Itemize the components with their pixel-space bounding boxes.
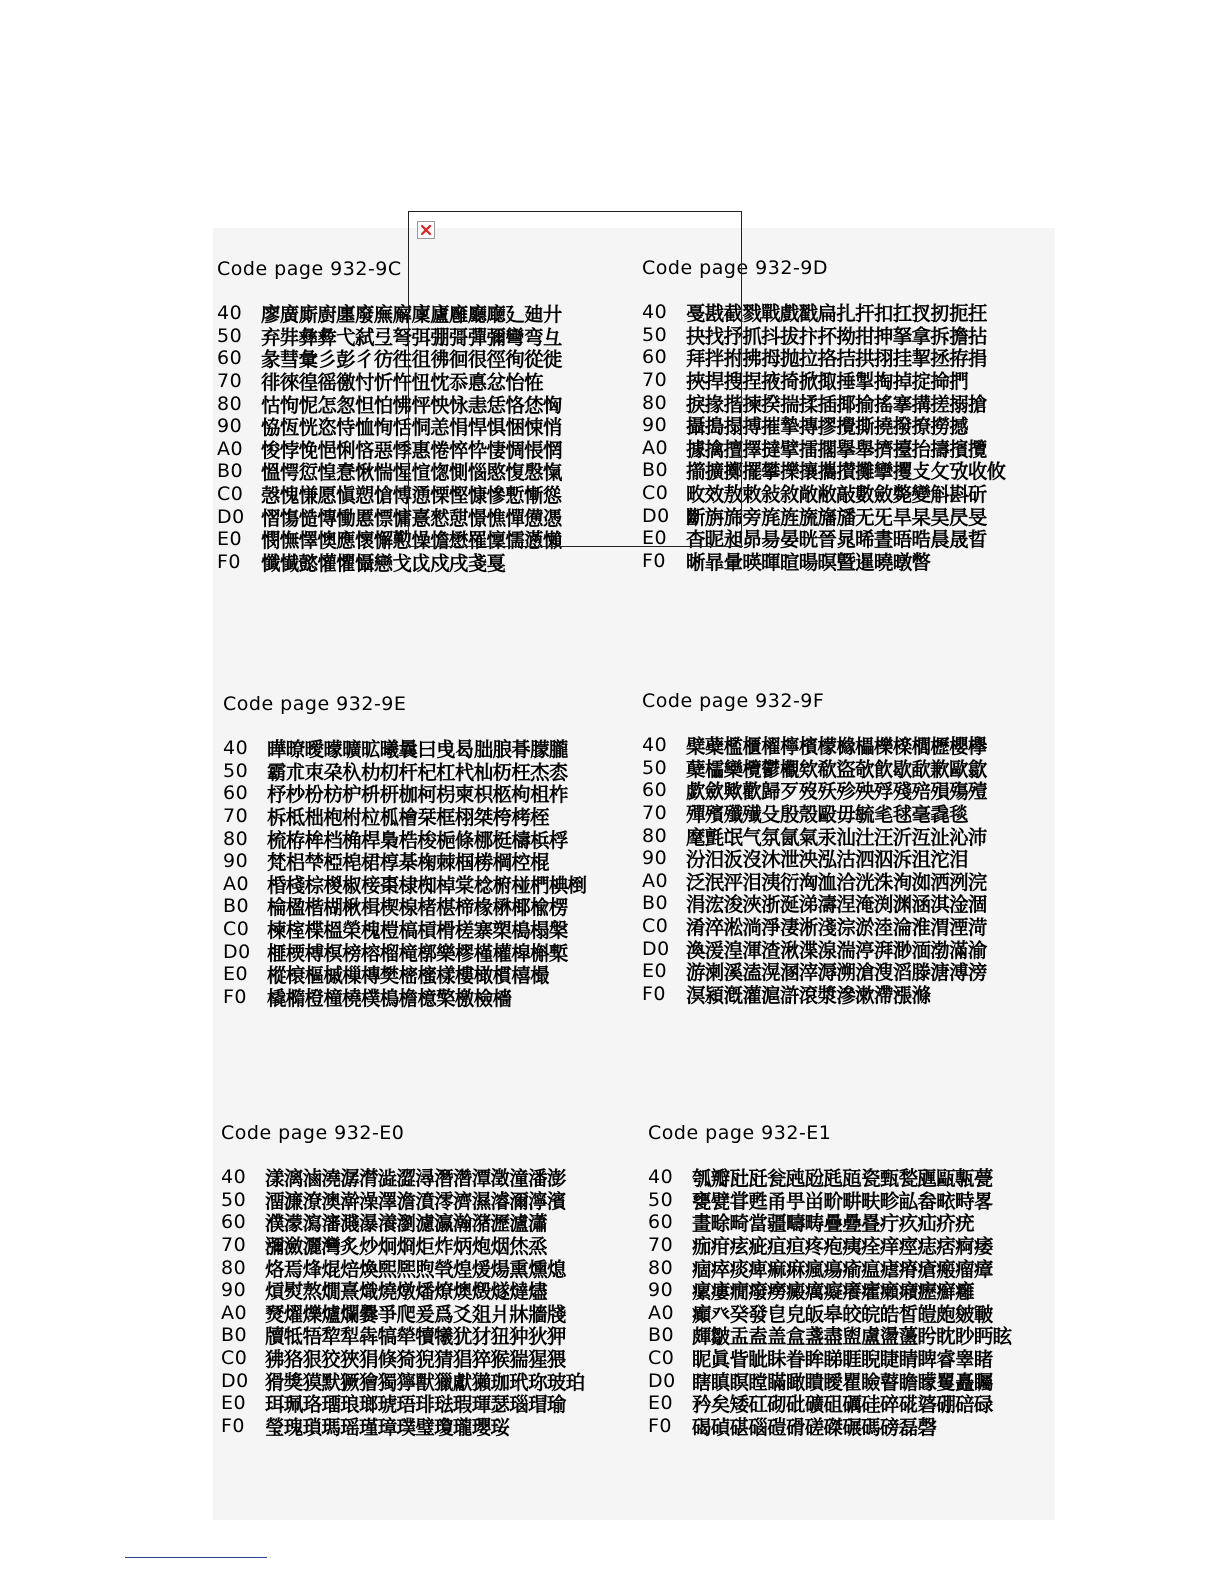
row-code: B0 bbox=[221, 1324, 248, 1347]
row-characters: 悛悖悗悒悧悋惡悸惠惓悴忰悽惆悵惘 bbox=[261, 438, 562, 462]
row-characters: 據擒擅擇撻擘擂擱擧舉擠擡抬擣擯攬 bbox=[686, 437, 987, 461]
table-row bbox=[642, 983, 1062, 1006]
row-code: 50 bbox=[217, 324, 243, 347]
row-code: F0 bbox=[223, 985, 248, 1008]
row-code: 60 bbox=[642, 779, 668, 802]
row-characters: 霸朮朿朶杁朸朷杆杞杠杙杣杤枉杰枩 bbox=[267, 760, 568, 784]
row-characters: 狒狢狠狡狹狷倏猗猊猜猖猝猴猯猩猥 bbox=[265, 1348, 566, 1372]
broken-image-icon bbox=[417, 221, 435, 239]
row-code: 50 bbox=[221, 1188, 247, 1211]
row-code: 80 bbox=[648, 1256, 674, 1279]
row-characters: 棔棧棕椶椒椄棗棣椥棹棠棯椨椪椚椣椡 bbox=[267, 873, 587, 897]
row-characters: 攝搗搨搏摧摯摶摎攪撕撓撥撩撈撼 bbox=[686, 415, 968, 439]
row-code: 90 bbox=[642, 414, 668, 437]
row-code: 60 bbox=[223, 782, 249, 805]
row-characters: 憫憮懌懊應懷懈懃懆憺懋罹懍懦懣懶 bbox=[261, 529, 562, 553]
row-characters: 殫殯殲殱殳殷殼毆毋毓毟毬毫毳毯 bbox=[686, 803, 968, 827]
row-characters: 拜拌拊拂拇抛拉挌拮拱挧挂挈拯拵捐 bbox=[686, 347, 987, 371]
code-table bbox=[642, 734, 1062, 1005]
row-characters: 杼杪枌枋枦枡枅枷柯枴柬枳柩枸柤柞 bbox=[267, 783, 568, 807]
row-code: A0 bbox=[642, 869, 669, 892]
code-page-title: Code page 932-E0 bbox=[221, 1122, 405, 1144]
row-characters: 燹燿爍爐爛爨爭爬爰爲爻爼爿牀牆牋 bbox=[265, 1302, 566, 1326]
row-code: B0 bbox=[642, 892, 669, 915]
row-code: D0 bbox=[642, 504, 670, 527]
row-characters: 梳栫桙档桷桿梟梏梭梔條梛梃檮梹桴 bbox=[267, 828, 568, 852]
row-code: E0 bbox=[221, 1392, 247, 1415]
row-code: D0 bbox=[221, 1369, 249, 1392]
row-code: 60 bbox=[221, 1211, 247, 1234]
table-row bbox=[221, 1415, 641, 1438]
row-characters: 澑濂潦澳澣澡澤澹濆澪濟濕濬濔濘濱 bbox=[265, 1189, 566, 1213]
row-code: C0 bbox=[648, 1347, 675, 1370]
row-characters: 泛泯泙泪洟衍洶洫洽洸洙洵洳洒洌浣 bbox=[686, 870, 987, 894]
row-characters: 杳昵昶昴昜晏晄晉晁晞晝晤晧晨晟晢 bbox=[686, 528, 987, 552]
row-characters: 痂疳痃疵疽疸疼疱痍痊痒痙痣痞痾痿 bbox=[692, 1235, 993, 1259]
row-code: 80 bbox=[217, 392, 243, 415]
row-code: 70 bbox=[221, 1234, 247, 1257]
code-table bbox=[223, 737, 643, 1008]
row-code: 90 bbox=[642, 847, 668, 870]
row-code: B0 bbox=[217, 460, 244, 483]
row-code: 60 bbox=[642, 346, 668, 369]
row-code: D0 bbox=[223, 940, 251, 963]
row-code: 80 bbox=[223, 827, 249, 850]
row-characters: 碣碵碪碯磑磆磋磔碾碼磅磊磬 bbox=[692, 1415, 937, 1439]
row-characters: 游溂溪溘滉溷滓溽溯滄溲滔滕溏溥滂 bbox=[686, 961, 987, 985]
row-code: C0 bbox=[221, 1347, 248, 1370]
row-code: 70 bbox=[223, 805, 249, 828]
code-page-panel-e1 bbox=[648, 1118, 1068, 1437]
row-characters: 溟潁漑灌滬滸滾漿滲漱滯漲滌 bbox=[686, 983, 931, 1007]
row-code: B0 bbox=[642, 459, 669, 482]
row-code: 60 bbox=[217, 347, 243, 370]
row-code: 70 bbox=[642, 802, 668, 825]
row-characters: 棆楹楷楜楸楫楔楾楮椹楴椽楙椰楡楞 bbox=[267, 896, 568, 920]
footnote-separator bbox=[125, 1557, 267, 1558]
row-characters: 眤眞眥眦眛眷眸睇睚睨睫睛睥睿睾睹 bbox=[692, 1348, 993, 1372]
row-characters: 斷旃旆旁旄旌旒旛旙无旡旱杲昊昃旻 bbox=[686, 505, 987, 529]
row-characters: 捩掾揩揀揆揣揉插揶揄搖搴搆搓搦搶 bbox=[686, 392, 987, 416]
row-characters: 曄暸曖曚曠昿曦曩曰曵曷朏朖朞朦朧 bbox=[267, 738, 568, 762]
row-characters: 橇橢橙橦橈樸樢檐檍檠檄檢檣 bbox=[267, 986, 512, 1010]
table-row bbox=[217, 551, 637, 574]
table-row bbox=[642, 550, 1062, 573]
table-row bbox=[648, 1415, 1068, 1438]
row-characters: 楝榁楪榲榮槐榿槁槓榾槎寨槊槝榻槃 bbox=[267, 919, 568, 943]
row-code: 90 bbox=[221, 1279, 247, 1302]
row-characters: 涓浤浚浹浙涎涕濤涅淹渕渊涵淇淦涸 bbox=[686, 893, 987, 917]
row-code: 80 bbox=[642, 391, 668, 414]
code-page-title: Code page 932-9D bbox=[642, 257, 829, 279]
row-characters: 蘖櫺欒欖鬱欟欸欷盜欹飮歇歃歉歐歙 bbox=[686, 757, 987, 781]
row-characters: 愨愧慊愿愼愬愴愽慂慄慳慷慘慙慚慫 bbox=[261, 484, 562, 508]
row-characters: 怙怐怩怎怱怛怕怫怦怏怺恚恁恪恷恟 bbox=[261, 393, 562, 417]
row-characters: 挾捍搜捏掖掎掀掫捶掣掏掉掟掵捫 bbox=[686, 370, 968, 394]
broken-image-placeholder[interactable] bbox=[408, 211, 742, 550]
row-code: D0 bbox=[642, 937, 670, 960]
row-characters: 戞戡截戮戰戲戳扁扎扞扣扛扠扨扼抂 bbox=[686, 302, 987, 326]
row-characters: 抉找抒抓抖拔抃抔拗拑抻拏拿拆擔拈 bbox=[686, 324, 987, 348]
code-table bbox=[648, 1166, 1068, 1437]
row-code: A0 bbox=[642, 436, 669, 459]
row-code: F0 bbox=[217, 550, 242, 573]
row-code: E0 bbox=[642, 960, 668, 983]
row-characters: 甕甓甞甦甬甼畄畍畊畉畛畆畚畩畤畧 bbox=[692, 1189, 993, 1213]
row-code: C0 bbox=[217, 483, 244, 506]
code-page-title: Code page 932-9F bbox=[642, 690, 825, 712]
row-characters: 廖廣廝廚廛廢廡廨廩廬廱廳廰廴廸廾 bbox=[261, 303, 562, 327]
row-characters: 梵梠梺椏梍桾椁棊椈棘椢椦棡椌棍 bbox=[267, 851, 549, 875]
row-code: E0 bbox=[217, 528, 243, 551]
row-code: 40 bbox=[648, 1166, 674, 1189]
row-code: A0 bbox=[223, 872, 250, 895]
row-characters: 畋效敖敕敍敘敞敝敲數斂斃變斛斟斫 bbox=[686, 483, 987, 507]
row-characters: 瑩瑰瑣瑪瑶瑾璋璞璧瓊瓏瓔珱 bbox=[265, 1415, 510, 1439]
row-code: C0 bbox=[642, 915, 669, 938]
code-page-title: Code page 932-9E bbox=[223, 693, 407, 715]
row-code: 50 bbox=[223, 759, 249, 782]
row-characters: 癲癶癸發皀皃皈皋皎皖皓皙皚皰皴皸 bbox=[692, 1302, 993, 1326]
row-characters: 牘牴牾犂犁犇犒犖犢犧犹犲狃狆狄狎 bbox=[265, 1325, 566, 1349]
row-code: A0 bbox=[648, 1301, 675, 1324]
row-characters: 擶擴擲擺攀擽攘攜攅攤攣攫攴攵攷收攸 bbox=[686, 460, 1006, 484]
row-code: A0 bbox=[221, 1301, 248, 1324]
row-characters: 懺懴懿懽懼懾戀戈戉戍戌戔戛 bbox=[261, 551, 506, 575]
row-code: E0 bbox=[642, 527, 668, 550]
code-page-panel-9e bbox=[223, 689, 643, 1008]
row-characters: 樅榱樞槭樔槫樊樒櫁樣樓橄樌橲樶 bbox=[267, 964, 549, 988]
row-code: 50 bbox=[648, 1188, 674, 1211]
row-characters: 烙焉烽焜焙煥煕熈煦煢煌煖煬熏燻熄 bbox=[265, 1257, 566, 1281]
row-characters: 弃弉彝彜弋弑弖弩弭弸彁彈彌彎弯彑 bbox=[261, 325, 562, 349]
code-table bbox=[221, 1166, 641, 1437]
row-characters: 慍愕愆惶惷愀惴惺愃愡惻惱愍愎慇愾 bbox=[261, 461, 562, 485]
row-characters: 畫畭畸當疆疇畴疊疉疂疔疚疝疥疣 bbox=[692, 1212, 974, 1236]
row-code: C0 bbox=[223, 918, 250, 941]
row-code: B0 bbox=[223, 895, 250, 918]
row-code: C0 bbox=[642, 482, 669, 505]
row-code: 50 bbox=[642, 756, 668, 779]
row-code: F0 bbox=[642, 549, 667, 572]
row-characters: 檗蘗檻櫃櫂檸檳檬櫞櫑櫟檪櫚櫪櫻欅 bbox=[686, 735, 987, 759]
code-page-panel-e0 bbox=[221, 1118, 641, 1437]
row-characters: 痼瘁痰痺痲痳瘋瘍瘉瘟瘧瘠瘡瘢瘤瘴 bbox=[692, 1257, 993, 1281]
row-code: 40 bbox=[223, 737, 249, 760]
row-code: 50 bbox=[642, 323, 668, 346]
row-code: D0 bbox=[648, 1369, 676, 1392]
code-page-panel-9f bbox=[642, 686, 1062, 1005]
code-page-title: Code page 932-9C bbox=[217, 258, 402, 280]
row-characters: 皹皺盂盍盖盒盞盡盥盧盪蘯盻眈眇眄眩 bbox=[692, 1325, 1012, 1349]
row-characters: 歔歛歟歡歸歹歿殀殄殃殍殘殕殞殤殪 bbox=[686, 780, 987, 804]
row-characters: 徘徠徨徭徼忖忻忤忸忱忝悳忿怡恠 bbox=[261, 371, 543, 395]
row-characters: 瘰瘻癇癈癆癜癘癡癢癨癩癪癧癬癰 bbox=[692, 1280, 974, 1304]
row-code: 70 bbox=[217, 370, 243, 393]
row-characters: 柝柢柮枹柎柆柧檜栞框栩桀桍栲桎 bbox=[267, 806, 549, 830]
row-code: 60 bbox=[648, 1211, 674, 1234]
row-characters: 漾漓滷澆潺潸澁澀潯潛濳潭澂潼潘澎 bbox=[265, 1167, 566, 1191]
row-code: E0 bbox=[223, 963, 249, 986]
row-characters: 瓠瓣瓧瓩瓮瓲瓰瓱瓸瓷甄甃甅甌甎甍 bbox=[692, 1167, 993, 1191]
row-characters: 熕熨熬燗熹熾燒燉燔燎燠燬燧燵燼 bbox=[265, 1280, 547, 1304]
row-characters: 瞎瞋瞑瞠瞞瞰瞶瞹瞿瞼瞽瞻矇矍矗矚 bbox=[692, 1370, 993, 1394]
row-characters: 晰暃暈暎暉暄暘暝曁暹曉暾暼 bbox=[686, 550, 931, 574]
row-code: F0 bbox=[648, 1414, 673, 1437]
row-code: 40 bbox=[642, 301, 668, 324]
row-code: 40 bbox=[221, 1166, 247, 1189]
row-characters: 慴慯慥慱慟慝慓慵憙憖憇憬憔憚憊憑 bbox=[261, 506, 562, 530]
row-characters: 渙湲湟渾渣湫渫湶湍渟湃渺湎渤滿渝 bbox=[686, 938, 987, 962]
row-characters: 淆淬淞淌淨淒淅淺淙淤淕淪淮渭湮渮 bbox=[686, 916, 987, 940]
row-characters: 瀰瀲灑灣炙炒炯烱炬炸炳炮烟烋烝 bbox=[265, 1235, 547, 1259]
row-characters: 濮濛瀉瀋濺瀑瀁瀏濾瀛瀚潴瀝瀘瀟 bbox=[265, 1212, 547, 1236]
row-code: 70 bbox=[642, 369, 668, 392]
row-code: 80 bbox=[642, 824, 668, 847]
row-code: 90 bbox=[217, 415, 243, 438]
row-code: 40 bbox=[217, 302, 243, 325]
row-characters: 汾汨汳沒沐泄泱泓沽泗泅泝沮沱泪 bbox=[686, 848, 968, 872]
row-code: 40 bbox=[642, 734, 668, 757]
row-code: 70 bbox=[648, 1234, 674, 1257]
row-code: E0 bbox=[648, 1392, 674, 1415]
row-characters: 恊恆恍恣恃恤恂恬恫恙悁悍惧悃悚悄 bbox=[261, 416, 562, 440]
row-characters: 榧樮榑榠榜榕榴槞槨樂樛槿權槹槲槧 bbox=[267, 941, 568, 965]
row-code: 90 bbox=[223, 850, 249, 873]
row-characters: 珥珮珞璢琅瑯琥珸琲琺瑕琿瑟瑙瑁瑜 bbox=[265, 1393, 566, 1417]
row-code: F0 bbox=[642, 982, 667, 1005]
row-characters: 猾獎獏默獗獪獨獰獸獵獻獺珈玳珎玻珀 bbox=[265, 1370, 585, 1394]
row-characters: 彖彗彙彡彭彳彷徃徂彿徊很徑徇從徙 bbox=[261, 348, 562, 372]
code-page-title: Code page 932-E1 bbox=[648, 1122, 832, 1144]
row-code: F0 bbox=[221, 1414, 246, 1437]
table-row bbox=[223, 986, 643, 1009]
row-code: D0 bbox=[217, 505, 245, 528]
row-characters: 麾氈氓气氛氤氣汞汕汢汪沂沍沚沁沛 bbox=[686, 825, 987, 849]
row-code: A0 bbox=[217, 437, 244, 460]
row-characters: 矜矣矮矼砌砒礦砠礪硅碎硴碆硼碚碌 bbox=[692, 1393, 993, 1417]
row-code: 90 bbox=[648, 1279, 674, 1302]
row-code: B0 bbox=[648, 1324, 675, 1347]
row-code: 80 bbox=[221, 1256, 247, 1279]
